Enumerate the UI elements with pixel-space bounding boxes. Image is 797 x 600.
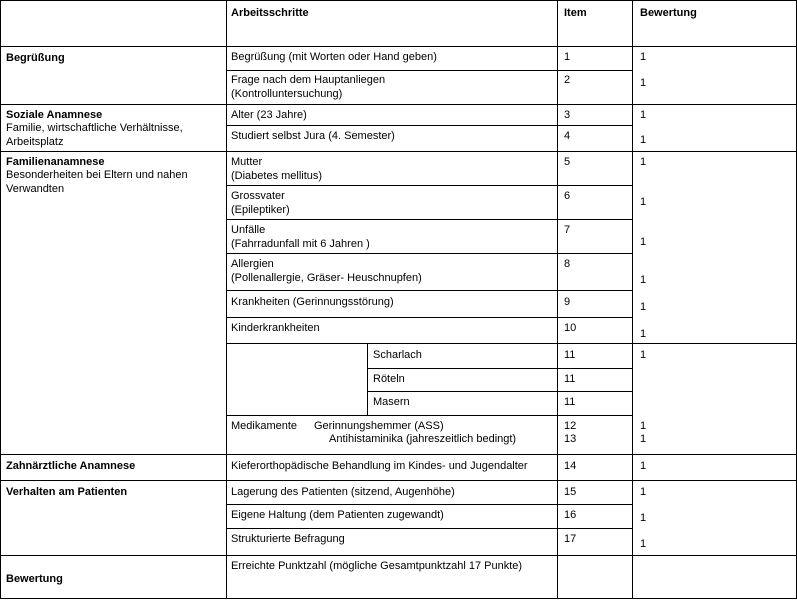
step-mother: Mutter (Diabetes mellitus) — [231, 156, 323, 182]
column-header-item: Item — [564, 7, 587, 19]
step-patient-positioning: Lagerung des Patienten (sitzend, Augenhöhe) — [231, 486, 455, 498]
section-evaluation: Bewertung — [6, 573, 63, 585]
rating-value: 1 — [640, 420, 647, 432]
step-orthodontics: Kieferorthopädische Behandlung im Kindes- und Jugendalter — [231, 460, 528, 472]
item-number: 16 — [564, 509, 577, 521]
rating-value: 1 — [640, 109, 647, 121]
item-number: 6 — [564, 190, 571, 202]
column-divider — [557, 0, 558, 599]
table-border-left — [0, 0, 1, 599]
section-social-anamnesis: Soziale Anamnese — [6, 109, 103, 121]
step-greeting: Begrüßung (mit Worten oder Hand geben) — [231, 51, 437, 63]
item-number: 2 — [564, 74, 571, 86]
step-childhood-diseases: Kinderkrankheiten — [231, 322, 320, 334]
step-medication-label: Medikamente — [231, 420, 298, 432]
step-grandfather: Grossvater (Epileptiker) — [231, 190, 290, 216]
row-divider — [226, 415, 632, 416]
section-patient-behaviour: Verhalten am Patienten — [6, 486, 128, 498]
section-dental-anamnesis: Zahnärztliche Anamnese — [6, 460, 136, 472]
step-rubella: Röteln — [373, 373, 405, 385]
row-divider — [226, 317, 632, 318]
section-social-anamnesis-subtitle: Familie, wirtschaftliche Verhältnisse, Arbeitsplatz — [6, 122, 183, 148]
rating-value: 1 — [640, 301, 647, 313]
step-scarlet-fever: Scharlach — [373, 349, 422, 361]
item-number: 1 — [564, 51, 571, 63]
row-divider — [226, 125, 632, 126]
item-number: 13 — [564, 433, 577, 445]
item-number: 17 — [564, 533, 577, 545]
row-divider — [226, 528, 632, 529]
table-border-top — [0, 0, 797, 1]
section-divider — [0, 480, 797, 481]
item-number: 5 — [564, 156, 571, 168]
row-divider — [226, 253, 632, 254]
column-divider — [632, 0, 633, 599]
item-number: 15 — [564, 486, 577, 498]
section-divider — [0, 454, 797, 455]
step-anticoagulant: Gerinnungshemmer (ASS) — [314, 420, 444, 432]
step-measles: Masern — [373, 396, 410, 408]
step-main-concern: Frage nach dem Hauptanliegen (Kontrolluntersuchung) — [231, 74, 386, 100]
rating-value: 1 — [640, 460, 647, 472]
subcolumn-divider — [367, 343, 368, 415]
rating-value: 1 — [640, 433, 647, 445]
rating-value: 1 — [640, 236, 647, 248]
item-number: 4 — [564, 130, 571, 142]
item-number: 3 — [564, 109, 571, 121]
item-number: 12 — [564, 420, 577, 432]
row-divider — [226, 185, 632, 186]
step-own-posture: Eigene Haltung (dem Patienten zugewandt) — [231, 509, 444, 521]
step-diseases: Krankheiten (Gerinnungsstörung) — [231, 296, 394, 308]
row-divider — [226, 219, 632, 220]
rating-value: 1 — [640, 51, 647, 63]
step-total-score: Erreichte Punktzahl (mögliche Gesamtpunktzahl 17 Punkte) — [231, 560, 523, 572]
column-header-steps: Arbeitsschritte — [231, 7, 309, 19]
item-number: 10 — [564, 322, 577, 334]
step-age: Alter (23 Jahre) — [231, 109, 307, 121]
step-studies: Studiert selbst Jura (4. Semester) — [231, 130, 395, 142]
item-number: 8 — [564, 258, 571, 270]
table-border-bottom — [0, 598, 797, 599]
section-divider — [0, 151, 797, 152]
rating-value: 1 — [640, 274, 647, 286]
column-header-rating: Bewertung — [640, 7, 697, 19]
rating-value: 1 — [640, 328, 647, 340]
section-greeting: Begrüßung — [6, 52, 65, 64]
item-number: 11 — [564, 373, 576, 385]
step-accidents: Unfälle (Fahrradunfall mit 6 Jahren ) — [231, 224, 370, 250]
section-divider — [0, 104, 797, 105]
column-divider — [226, 0, 227, 599]
section-family-anamnesis: Familienanamnese — [6, 156, 105, 168]
rating-value: 1 — [640, 512, 647, 524]
rating-value: 1 — [640, 156, 647, 168]
row-divider — [367, 368, 632, 369]
item-number: 9 — [564, 296, 571, 308]
header-divider — [0, 46, 797, 47]
row-divider — [367, 391, 632, 392]
rating-value: 1 — [640, 349, 647, 361]
item-number: 14 — [564, 460, 577, 472]
rating-value: 1 — [640, 196, 647, 208]
item-number: 11 — [564, 349, 576, 361]
item-number: 7 — [564, 224, 571, 236]
item-number: 11 — [564, 396, 576, 408]
row-divider — [226, 343, 797, 344]
row-divider — [226, 504, 632, 505]
step-structured-questioning: Strukturierte Befragung — [231, 533, 345, 545]
section-family-anamnesis-subtitle: Besonderheiten bei Eltern und nahen Verwandten — [6, 169, 188, 195]
step-antihistamine: Antihistaminika (jahreszeitlich bedingt) — [329, 433, 517, 445]
rating-value: 1 — [640, 486, 647, 498]
rating-value: 1 — [640, 538, 647, 550]
rating-value: 1 — [640, 134, 647, 146]
row-divider — [226, 290, 632, 291]
step-allergies: Allergien (Pollenallergie, Gräser- Heuschnupfen) — [231, 258, 422, 284]
section-divider — [0, 555, 797, 556]
rating-value: 1 — [640, 77, 647, 89]
row-divider — [226, 70, 632, 71]
